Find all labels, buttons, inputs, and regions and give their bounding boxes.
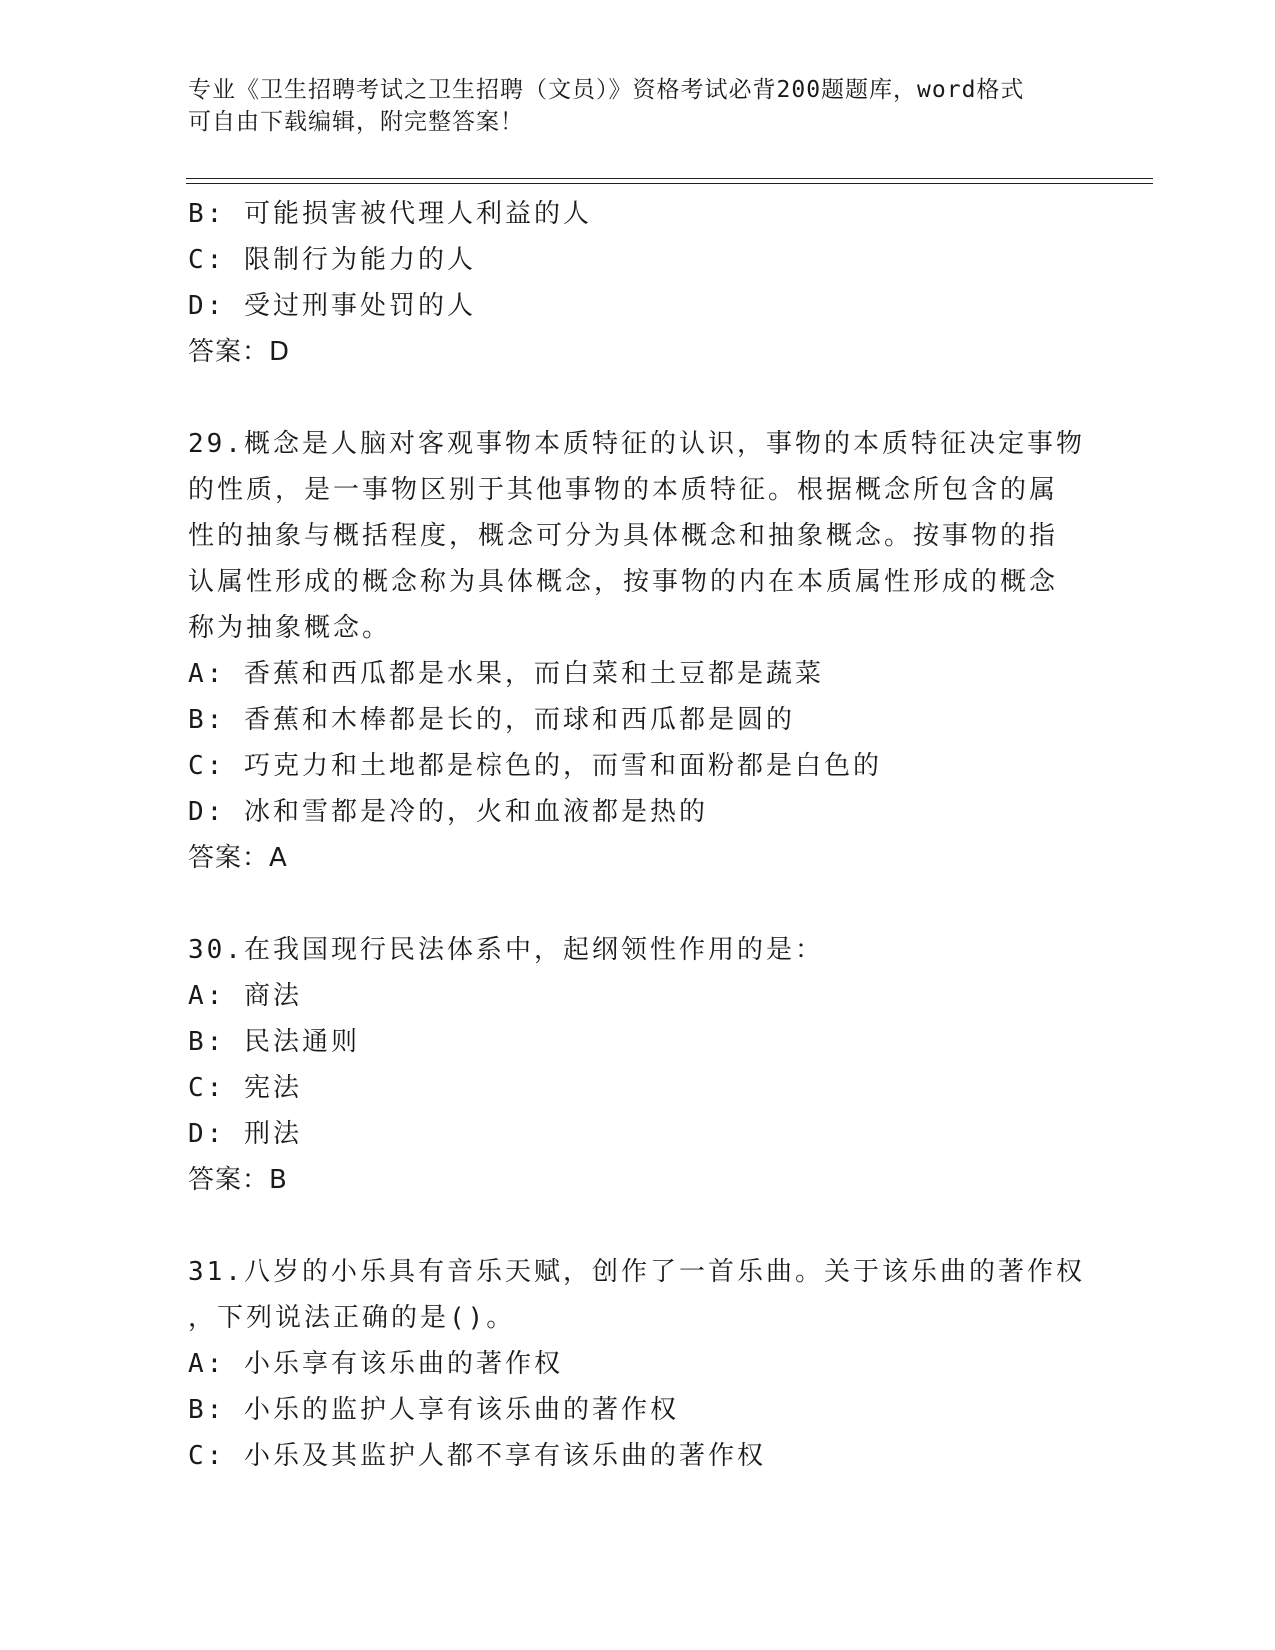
option-c: C: 巧克力和土地都是棕色的，而雪和面粉都是白色的 [188, 751, 882, 781]
header-rule-bottom [186, 183, 1153, 184]
question-30 [188, 927, 1088, 1203]
option-d: D: 受过刑事处罚的人 [188, 291, 476, 321]
option-b: B: 可能损害被代理人利益的人 [188, 199, 592, 229]
option-a: A: 商法 [188, 981, 302, 1011]
question-stem-line: 30.在我国现行民法体系中，起纲领性作用的是： [188, 935, 824, 965]
header-line-1: 专业《卫生招聘考试之卫生招聘（文员）》资格考试必背200题题库，word格式 [188, 77, 1025, 103]
spacer [188, 1203, 1088, 1249]
option-c: C: 限制行为能力的人 [188, 245, 476, 275]
question-stem-line: 的性质，是一事物区别于其他事物的本质特征。根据概念所包含的属 [188, 475, 1059, 505]
question-stem-line: 认属性形成的概念称为具体概念，按事物的内在本质属性形成的概念 [188, 567, 1059, 597]
question-stem-line: 称为抽象概念。 [188, 613, 392, 643]
question-list [188, 191, 1088, 1479]
answer-line: 答案：D [188, 337, 291, 367]
question-29 [188, 421, 1088, 881]
option-a: A: 香蕉和西瓜都是水果，而白菜和土豆都是蔬菜 [188, 659, 824, 689]
option-b: B: 民法通则 [188, 1027, 360, 1057]
option-d: D: 刑法 [188, 1119, 302, 1149]
option-b: B: 香蕉和木棒都是长的，而球和西瓜都是圆的 [188, 705, 795, 735]
answer-line: 答案：B [188, 1165, 288, 1195]
option-c: C: 宪法 [188, 1073, 302, 1103]
option-b: B: 小乐的监护人享有该乐曲的著作权 [188, 1395, 679, 1425]
option-a: A: 小乐享有该乐曲的著作权 [188, 1349, 563, 1379]
question-stem-line: ，下列说法正确的是()。 [188, 1303, 516, 1333]
question-stem-line: 29.概念是人脑对客观事物本质特征的认识，事物的本质特征决定事物 [188, 429, 1085, 459]
question-stem-line: 31.八岁的小乐具有音乐天赋，创作了一首乐曲。关于该乐曲的著作权 [188, 1257, 1085, 1287]
header-line-2: 可自由下载编辑，附完整答案！ [188, 109, 524, 135]
question-stem-line: 性的抽象与概括程度，概念可分为具体概念和抽象概念。按事物的指 [188, 521, 1059, 551]
spacer [188, 881, 1088, 927]
question-28 [188, 191, 1088, 375]
document-header [188, 74, 1068, 138]
option-c: C: 小乐及其监护人都不享有该乐曲的著作权 [188, 1441, 766, 1471]
option-d: D: 冰和雪都是冷的，火和血液都是热的 [188, 797, 708, 827]
answer-line: 答案：A [188, 843, 288, 873]
spacer [188, 375, 1088, 421]
header-rule-top [186, 178, 1153, 179]
question-31 [188, 1249, 1088, 1479]
